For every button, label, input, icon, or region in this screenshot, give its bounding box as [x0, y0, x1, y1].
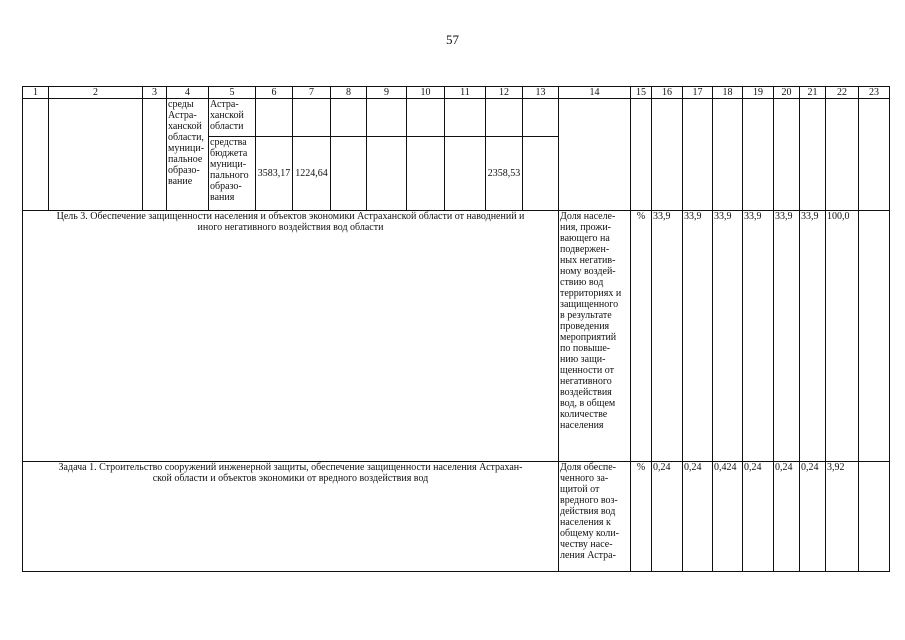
col-header: 4 [167, 87, 209, 99]
col-header: 14 [559, 87, 631, 99]
col-header: 21 [800, 87, 826, 99]
col-header: 13 [523, 87, 559, 99]
goal-3-value: 33,9 [774, 211, 800, 462]
col-header: 22 [826, 87, 859, 99]
col-header: 23 [859, 87, 890, 99]
col-header: 16 [652, 87, 683, 99]
goal-3-value: 33,9 [743, 211, 774, 462]
funding-source-cell: среды Астра- ханской области, муници- пальное образо- вание [167, 99, 209, 211]
goal-3-value: 100,0 [826, 211, 859, 462]
funding-regional-label: Астра- ханской области [209, 99, 256, 137]
task-1-value: 0,24 [652, 462, 683, 572]
goal-3-value: 33,9 [652, 211, 683, 462]
column-number-row [23, 87, 890, 99]
col-header: 12 [486, 87, 523, 99]
amount-total: 3583,17 [256, 137, 293, 211]
task-1-unit: % [631, 462, 652, 572]
task-1-title: Задача 1. Строительство сооружений инженерной защиты, обеспечение защищенности населения Астрахан- ской области и объектов экономики от вредного воздействия вод [23, 462, 559, 572]
amount-year-1: 1224,64 [293, 137, 331, 211]
goal-3-indicator: Доля населе- ния, прожи- вающего на подвержен- ных негатив- ному воздей- ствию вод территориях и защищенного в результате проведения мероприятий по повыше- нию защи- щенности от негативного воздействия вод, в общем количестве населения [559, 211, 631, 462]
col-header: 5 [209, 87, 256, 99]
col-header: 11 [445, 87, 486, 99]
task-1-value: 0,24 [774, 462, 800, 572]
page-number: 57 [446, 32, 459, 47]
col-header: 20 [774, 87, 800, 99]
goal-3-title: Цель 3. Обеспечение защищенности населения и объектов экономики Астраханской области от наводнений и иного негативного воздействия вод области [23, 211, 559, 462]
col-header: 8 [331, 87, 367, 99]
program-table [22, 86, 890, 572]
goal-3-unit: % [631, 211, 652, 462]
task-1-value: 0,424 [713, 462, 743, 572]
task-1-value: 0,24 [800, 462, 826, 572]
funding-municipal-label: средства бюджета муници- пального образо- вания [209, 137, 256, 211]
amount-year-6: 2358,53 [486, 137, 523, 211]
col-header: 6 [256, 87, 293, 99]
col-header: 19 [743, 87, 774, 99]
task-1-row [23, 462, 890, 572]
task-1-indicator: Доля обеспе- ченного за- щитой от вредного воз- действия вод населения к общему коли- честву насе- ления Астра- [559, 462, 631, 572]
task-1-value: 3,92 [826, 462, 859, 572]
goal-3-row [23, 211, 890, 462]
col-header: 18 [713, 87, 743, 99]
task-1-value: 0,24 [683, 462, 713, 572]
col-header: 9 [367, 87, 407, 99]
col-header: 1 [23, 87, 49, 99]
goal-3-value: 33,9 [800, 211, 826, 462]
col-header: 2 [49, 87, 143, 99]
col-header: 17 [683, 87, 713, 99]
col-header: 10 [407, 87, 445, 99]
col-header: 3 [143, 87, 167, 99]
goal-3-value: 33,9 [683, 211, 713, 462]
col-header: 7 [293, 87, 331, 99]
col-header: 15 [631, 87, 652, 99]
funding-row-regional [23, 99, 890, 137]
task-1-value: 0,24 [743, 462, 774, 572]
goal-3-value: 33,9 [713, 211, 743, 462]
